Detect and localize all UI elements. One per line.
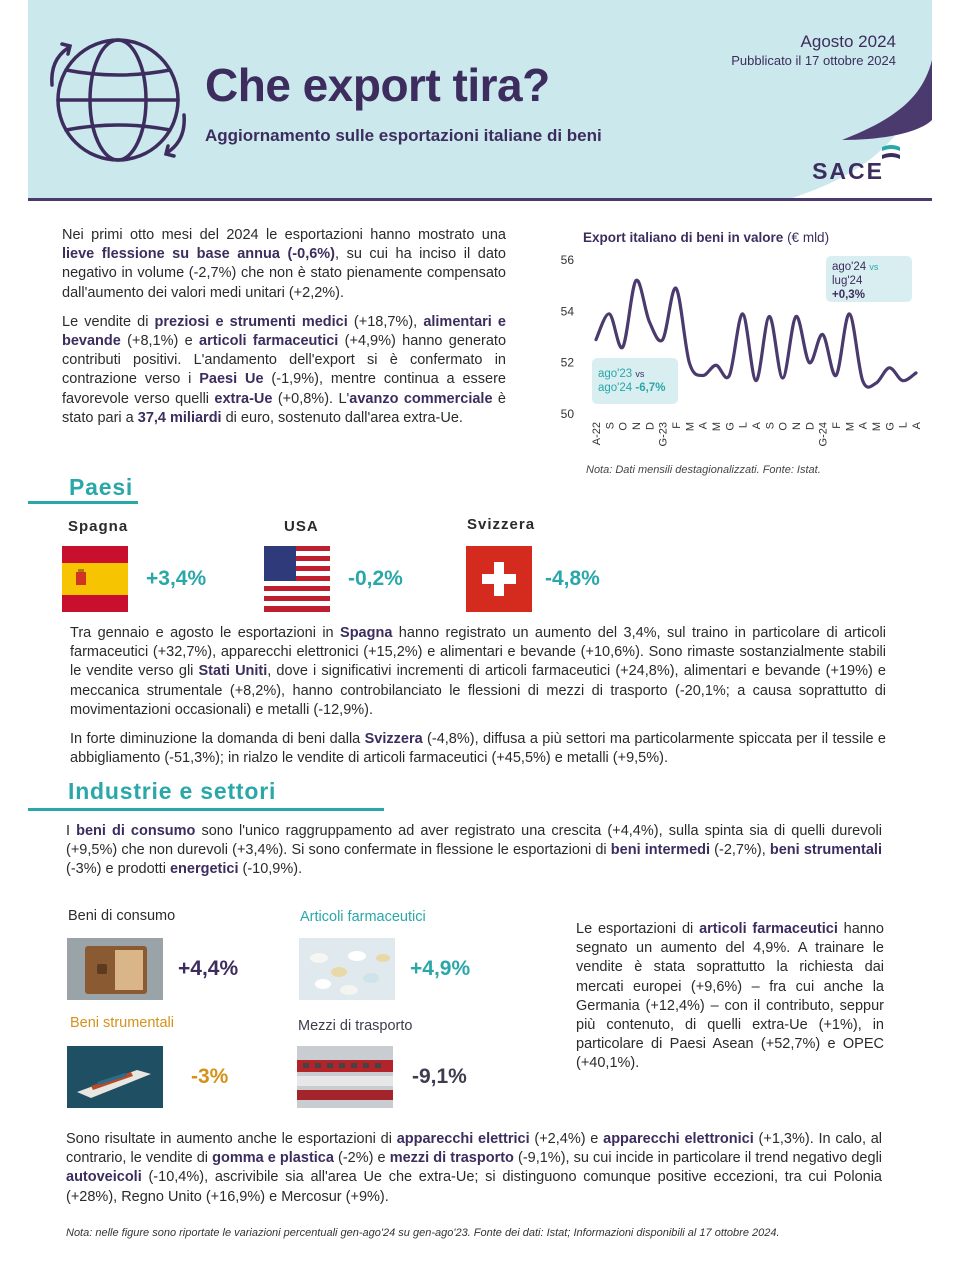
annotation-yearly-line1 (598, 368, 645, 380)
header-banner (28, 0, 932, 198)
text-run: Sono risultate in aumento anche le esportazioni di (66, 1131, 397, 1147)
x-tick-label: N (791, 422, 803, 430)
x-tick-label: F (831, 422, 843, 429)
sector-value-mezzi-trasporto: -9,1% (412, 1065, 467, 1088)
pills-photo-icon (299, 938, 395, 1000)
annotation-recent-vs: vs (869, 262, 879, 272)
annotation-yearly-period2: ago'24 (598, 382, 636, 394)
country-value-usa: -0,2% (348, 567, 403, 590)
emphasis-text: beni strumentali (769, 842, 882, 859)
emphasis-text: apparecchi elettronici (603, 1131, 754, 1147)
emphasis-text: Svizzera (364, 731, 423, 748)
country-label-svizzera: Svizzera (467, 516, 536, 533)
text-run: (+2,4%) e (529, 1131, 604, 1147)
wallet-photo-icon (67, 938, 163, 1000)
pharma-paragraph (576, 920, 884, 1074)
emphasis-text: preziosi e strumenti medici (154, 313, 348, 330)
x-tick-label: G (724, 422, 737, 431)
emphasis-text: mezzi di trasporto (389, 1150, 514, 1167)
pharma-text (576, 920, 884, 1074)
emphasis-text: energetici (169, 861, 239, 878)
industrie-text (66, 822, 882, 880)
globe-icon (48, 30, 188, 170)
sector-value-beni-strumentali: -3% (191, 1065, 229, 1088)
emphasis-text: alimentari e bevande (62, 313, 507, 350)
sector-label-farmaceutici: Articoli farmaceutici (300, 909, 426, 925)
text-run: (+0,8%). L' (272, 390, 350, 407)
sector-label-beni-strumentali: Beni strumentali (70, 1015, 174, 1031)
section-heading-paesi: Paesi (69, 474, 134, 500)
text-run: (-10,9%). (238, 861, 303, 878)
text-run: (+18,7%), (347, 313, 424, 330)
section-rule-industrie (28, 808, 384, 811)
annotation-yearly-value: -6,7% (635, 382, 666, 394)
x-tick-label: G (884, 422, 897, 431)
sector-value-beni-consumo: +4,4% (178, 957, 239, 980)
header-divider (28, 198, 932, 201)
annotation-yearly-line2 (598, 382, 665, 394)
emphasis-text: 37,4 miliardi (137, 409, 222, 426)
industrie-paragraph-1 (66, 822, 882, 880)
text-run: hanno registrato un aumento del 3,4%, sul traino in particolare di articoli farmaceutici (+32,7%), apparecchi elettronici (+15,2%) e alimentari e bevande (+10,6%). Sono rimaste sostanzialmente stabili le vendite verso gli (70, 625, 887, 680)
paesi-paragraph-1 (70, 624, 886, 720)
x-tick-label: D (804, 422, 817, 430)
text-run: I (66, 823, 77, 839)
x-tick-label: A (911, 422, 923, 430)
x-tick-label: O (617, 422, 630, 431)
emphasis-text: lieve flessione su base annua (-0,6%) (62, 246, 336, 263)
text-run: è stato pari a (62, 390, 506, 426)
emphasis-text: Paesi Ue (199, 371, 264, 388)
x-tick-label: G-24 (817, 422, 830, 447)
annotation-recent-line2: lug'24 (832, 275, 863, 287)
annotation-box-yearly (592, 358, 678, 404)
x-tick-label: M (844, 422, 857, 432)
emphasis-text: gomma e plastica (212, 1150, 334, 1167)
country-value-svizzera: -4,8% (545, 567, 600, 590)
text-run: (+1,3%). In calo, al contrario, le vendite di (66, 1131, 883, 1167)
x-tick-label: N (631, 422, 643, 430)
y-tick-label: 56 (560, 253, 574, 267)
section-rule-paesi (28, 501, 138, 504)
annotation-recent-value: +0,3% (832, 289, 865, 301)
cargo-ship-photo-icon (67, 1046, 163, 1108)
chart-note: Nota: Dati mensili destagionalizzati. Fonte: Istat. (586, 464, 821, 476)
text-run: (-4,8%), diffusa a più settori ma particolarmente spiccata per il tessile e abbigliamento (-51,3%); in rialzo le vendite di articoli farmaceutici (+45,5%) e metalli (+9,5%). (70, 731, 886, 767)
sace-logo-text: SACE (812, 158, 884, 184)
switzerland-flag-icon (466, 546, 532, 612)
x-tick-label: A-22 (591, 422, 603, 446)
text-run: Nei primi otto mesi del 2024 le esportazioni hanno mostrato una (62, 227, 506, 243)
export-chart (556, 228, 923, 488)
publication-date: Pubblicato il 17 ottobre 2024 (731, 53, 896, 68)
text-run: (-10,4%), ascrivibile sia all'area Ue che extra-Ue; si distinguono comunque positive eccezioni, tra cui Polonia (+28%), Regno Unito (+16,9%) e Mercosur (+9%). (66, 1169, 882, 1205)
x-tick-label: L (897, 422, 910, 429)
x-tick-label: A (697, 422, 710, 430)
annotation-recent-line1 (832, 261, 879, 273)
report-month: Agosto 2024 (800, 32, 896, 51)
x-tick-label: F (671, 422, 683, 429)
emphasis-text: extra-Ue (214, 390, 273, 407)
text-run: Tra gennaio e agosto le esportazioni in (70, 625, 341, 641)
text-run: (-9,1%), su cui incide in particolare il trend negativo degli (513, 1150, 883, 1167)
text-run: (-2,7%), (710, 842, 770, 859)
intro-paragraph-2 (62, 313, 506, 428)
chart-title-main: Export italiano di beni in valore (583, 230, 784, 245)
chart-plot (556, 228, 923, 460)
annotation-recent-period: ago'24 (832, 261, 870, 273)
intro-paragraph-1 (62, 226, 506, 303)
page-footnote: Nota: nelle figure sono riportate le variazioni percentuali gen-ago'24 su gen-ago'23. Fonte dei dati: Istat; Informazioni disponibili al 17 ottobre 2024. (66, 1227, 780, 1239)
emphasis-text: beni intermedi (610, 842, 711, 859)
chart-title-unit: (€ mld) (787, 230, 830, 245)
emphasis-text: avanzo commerciale (349, 390, 493, 407)
intro-section (62, 226, 506, 428)
usa-flag-icon (264, 546, 330, 612)
x-tick-label: S (764, 422, 777, 430)
text-run: Le vendite di (62, 313, 155, 330)
text-run: (-2%) e (333, 1150, 390, 1167)
text-run: sono l'unico raggruppamento ad aver registrato una crescita (+4,4%), sulla spinta sia di quelli durevoli (+9,5%) che non durevoli (+3,4%). Si sono confermate in flessione le esportazioni di (66, 823, 882, 859)
annotation-yearly-period: ago'23 (598, 368, 636, 380)
page-title: Che export tira? (205, 59, 550, 111)
x-tick-label: L (737, 422, 750, 429)
x-tick-label: G-23 (657, 422, 670, 447)
x-tick-label: O (777, 422, 790, 431)
bottom-text (66, 1130, 882, 1207)
bottom-paragraph (66, 1130, 882, 1207)
y-tick-label: 54 (560, 304, 574, 319)
paesi-paragraph-2 (70, 730, 886, 768)
country-label-usa: USA (284, 518, 319, 535)
text-run: (+4,9%) hanno generato contributi positivi. L'andamento dell'export si è confermato in contrazione verso i (62, 333, 507, 388)
y-tick-label: 50 (560, 407, 574, 421)
text-run: di euro, sostenuto dall'area extra-Ue. (221, 409, 463, 426)
section-heading-industrie: Industrie e settori (68, 778, 277, 804)
text-run: , dove i significativi incrementi di articoli farmaceutici (+24,8%), alimentari e bevande (+19%) e meccanica strumentale (+8,2%), hanno controbilanciato le flessioni di mezzi di trasporto (-20,1%; a causa soprattutto di movimentazioni occasionali) e metalli (-12,9%). (70, 663, 886, 718)
x-tick-label: A (857, 422, 870, 430)
paesi-text (70, 624, 886, 768)
x-tick-label: M (684, 422, 697, 432)
sector-label-beni-consumo: Beni di consumo (68, 908, 176, 924)
emphasis-text: Stati Uniti (198, 663, 268, 680)
x-tick-label: A (751, 422, 763, 430)
emphasis-text: Spagna (340, 625, 393, 641)
page-subtitle: Aggiornamento sulle esportazioni italiane di beni (205, 126, 602, 145)
text-run: (-3%) e prodotti (66, 861, 170, 878)
x-tick-label: M (711, 422, 723, 432)
country-label-spagna: Spagna (68, 518, 129, 535)
text-run: (+8,1%) e (120, 333, 200, 350)
sector-value-farmaceutici: +4,9% (410, 957, 471, 980)
text-run: hanno segnato un aumento del 4,9%. A trainare le vendite è stata soprattutto la richiesta dai mercati europei (+9,6%) – fra cui anche la Germania (+12,4%) – con il contributo, seppur più contenuto, di quelli extra-Ue (+1%), in particolare di Paesi Asean (+52,7%) e OPEC (+40,1%). (576, 921, 884, 1072)
annotation-yearly-vs: vs (635, 369, 645, 379)
country-value-spagna: +3,4% (146, 567, 207, 590)
x-tick-label: S (604, 422, 617, 430)
x-tick-label: M (871, 422, 883, 432)
sector-label-mezzi-trasporto: Mezzi di trasporto (298, 1018, 413, 1034)
emphasis-text: autoveicoli (66, 1169, 142, 1186)
x-tick-label: D (644, 422, 657, 430)
y-tick-label: 52 (560, 355, 574, 370)
text-run: In forte diminuzione la domanda di beni dalla (70, 731, 365, 748)
text-run: , su cui ha inciso il dato negativo in volume (-2,7%) che non è stato pienamente compensato dall'aumento dei valori medi unitari (+2,2%). (62, 246, 506, 301)
emphasis-text: beni di consumo (76, 823, 196, 839)
text-run: Le esportazioni di (576, 921, 700, 937)
emphasis-text: apparecchi elettrici (396, 1131, 530, 1147)
spain-flag-icon (62, 546, 128, 612)
train-photo-icon (297, 1046, 393, 1108)
emphasis-text: articoli farmaceutici (199, 333, 339, 350)
emphasis-text: articoli farmaceutici (699, 921, 838, 937)
text-run: (-1,9%), mentre continua a essere favorevole verso quelli (62, 371, 506, 407)
